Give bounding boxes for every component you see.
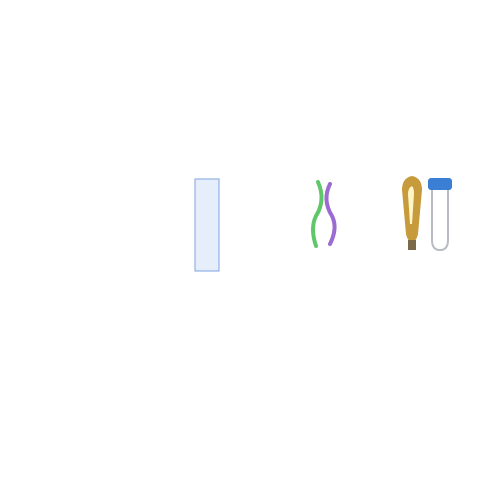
thread-scissors	[402, 176, 422, 250]
bamboo-specs	[20, 334, 490, 337]
tpr-specs	[20, 399, 490, 402]
iron-specs	[20, 436, 490, 439]
safety-pin	[428, 178, 452, 250]
knitting-ruler	[195, 179, 219, 271]
cable-needles	[313, 182, 335, 246]
